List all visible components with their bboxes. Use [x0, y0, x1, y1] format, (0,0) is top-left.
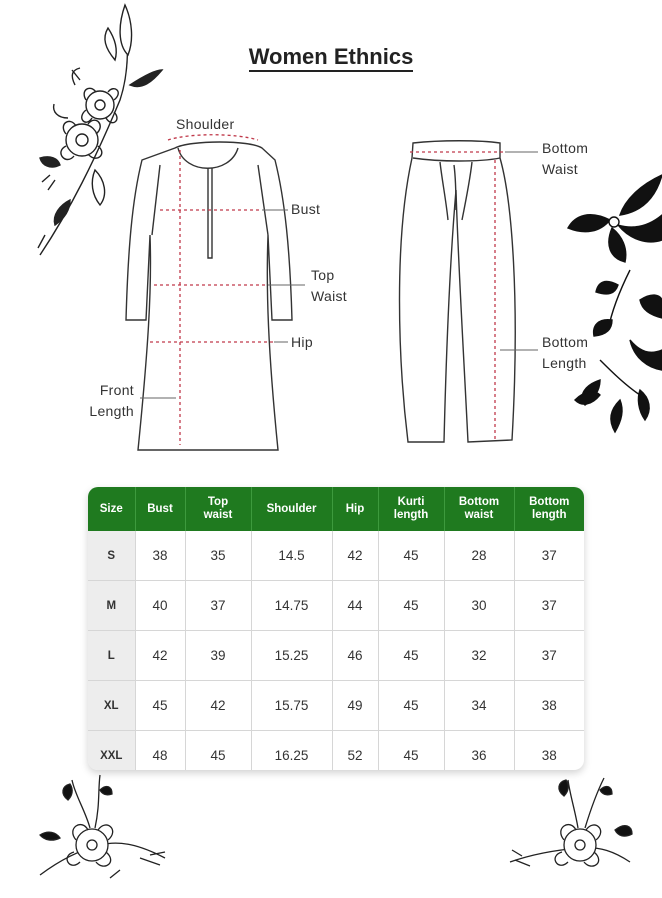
label-bottom-length-line1: Bottom: [542, 334, 589, 350]
table-cell: 45: [378, 631, 444, 681]
column-header-line: Hip: [345, 502, 365, 515]
column-header-line: Kurti: [397, 496, 425, 508]
table-cell: 42: [135, 631, 185, 681]
table-cell: 35: [185, 531, 251, 581]
size-cell: XL: [88, 681, 135, 731]
table-row: [88, 731, 584, 771]
size-chart-table: [88, 487, 584, 770]
table-cell: 40: [135, 581, 185, 631]
column-header: [251, 487, 332, 531]
size-cell: L: [88, 631, 135, 681]
table-cell: 34: [444, 681, 514, 731]
table-cell: 45: [185, 731, 251, 771]
table-cell: 42: [332, 531, 378, 581]
label-shoulder: Shoulder: [176, 116, 235, 132]
table-row: [88, 681, 584, 731]
label-bottom-waist-line1: Bottom: [542, 140, 589, 156]
table-cell: 16.25: [251, 731, 332, 771]
table-cell: 28: [444, 531, 514, 581]
column-header: [332, 487, 378, 531]
table-row: [88, 581, 584, 631]
table-row: [88, 531, 584, 581]
column-header-line: length: [532, 509, 567, 521]
table-cell: 45: [135, 681, 185, 731]
column-header-line: Bottom: [529, 496, 570, 508]
column-header: [378, 487, 444, 531]
column-header-line: Size: [99, 502, 123, 515]
table-cell: 15.75: [251, 681, 332, 731]
label-top-waist-line2: Waist: [311, 288, 347, 304]
column-header-line: Shoulder: [266, 502, 317, 515]
column-header-line: waist: [464, 509, 494, 521]
label-front-length-line1: Front: [99, 382, 134, 398]
table-cell: 30: [444, 581, 514, 631]
label-bottom-waist: [542, 138, 588, 180]
table-cell: 49: [332, 681, 378, 731]
size-cell: XXL: [88, 731, 135, 771]
floral-decoration-bottom-right: [510, 778, 632, 866]
table-row: [88, 631, 584, 681]
bottom-outline: [400, 141, 516, 442]
table-cell: 36: [444, 731, 514, 771]
table-cell: 46: [332, 631, 378, 681]
table-cell: 15.25: [251, 631, 332, 681]
label-front-length-line2: Length: [89, 403, 134, 419]
table-cell: 48: [135, 731, 185, 771]
table-cell: 37: [514, 581, 584, 631]
label-bottom-length-line2: Length: [542, 355, 587, 371]
table-cell: 37: [185, 581, 251, 631]
table-cell: 37: [514, 631, 584, 681]
kurti-outline: [126, 142, 292, 450]
column-header-line: Bottom: [458, 496, 500, 508]
table-cell: 38: [541, 748, 557, 763]
column-header: [135, 487, 185, 531]
label-top-waist-line1: Top: [311, 267, 335, 283]
column-header: [185, 487, 251, 531]
column-header-line: Top: [207, 496, 229, 508]
label-bottom-waist-line2: Waist: [542, 161, 578, 177]
label-top-waist: [311, 265, 347, 307]
label-front-length: [86, 380, 134, 422]
table-cell: 45: [378, 581, 444, 631]
label-hip: Hip: [291, 334, 313, 350]
table-header-row: [88, 487, 584, 531]
column-header: [444, 487, 514, 531]
table-cell: 37: [514, 531, 584, 581]
table-cell: 52: [332, 731, 378, 771]
size-cell: M: [88, 581, 135, 631]
table-cell: 44: [332, 581, 378, 631]
column-header-line: length: [393, 509, 429, 521]
label-bottom-length: [542, 332, 588, 374]
floral-decoration-bottom-left: [40, 775, 165, 878]
table-cell: 45: [378, 731, 444, 771]
table-cell: 32: [444, 631, 514, 681]
column-header: [88, 487, 135, 531]
label-bust: Bust: [291, 201, 321, 217]
table-cell: 45: [378, 531, 444, 581]
table-cell: 14.5: [251, 531, 332, 581]
table-cell: 14.75: [251, 581, 332, 631]
table-cell: 38: [514, 681, 584, 731]
column-header-line: Bust: [147, 502, 173, 515]
size-cell: S: [88, 531, 135, 581]
page-title: Women Ethnics: [0, 44, 662, 70]
column-header-line: waist: [203, 509, 233, 521]
table-cell: 45: [378, 681, 444, 731]
table-cell: 39: [185, 631, 251, 681]
table-cell: 38: [135, 531, 185, 581]
floral-decoration-right: [568, 175, 662, 432]
column-header: [514, 487, 584, 531]
table-cell: 42: [185, 681, 251, 731]
table-body: [88, 531, 584, 770]
